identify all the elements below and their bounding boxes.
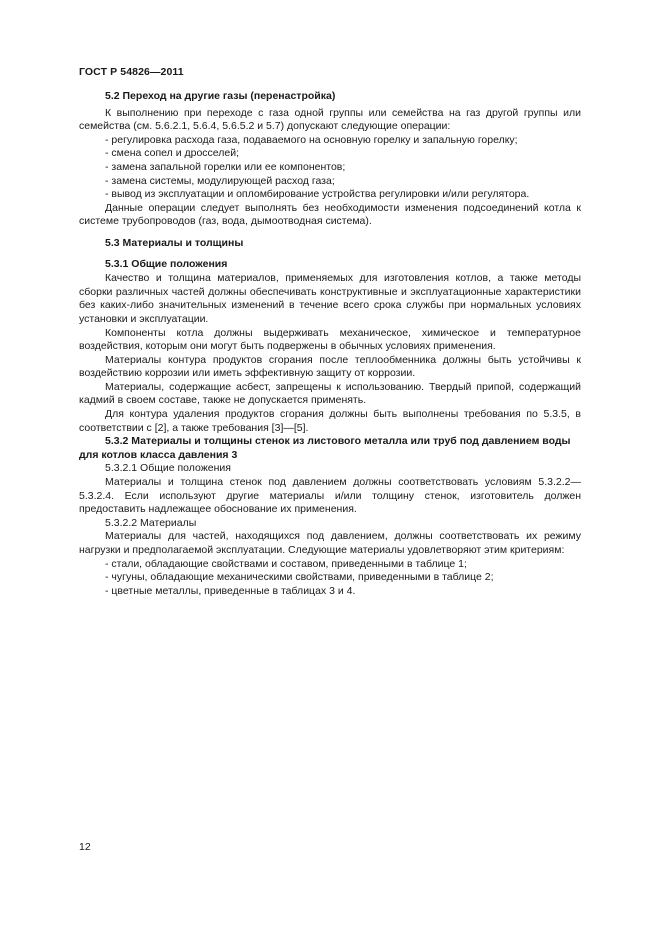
section-5-3-2-1-heading: 5.3.2.1 Общие положения <box>105 462 231 475</box>
section-5-2-heading: 5.2 Переход на другие газы (перенастройка) <box>105 90 336 102</box>
list-item: - чугуны, обладающие механическими свойствами, приведенными в таблице 2; <box>105 571 494 584</box>
list-item: - замена запальной горелки или ее компонентов; <box>105 160 346 173</box>
page-number: 12 <box>79 841 91 853</box>
paragraph: Материалы, содержащие асбест, запрещены к использованию. Твердый припой, содержащий кадмий в своем составе, также не допускается применять. <box>79 380 581 407</box>
section-5-3-1-heading: 5.3.1 Общие положения <box>105 257 228 270</box>
standard-code: ГОСТ Р 54826—2011 <box>79 66 184 78</box>
list-item: - замена системы, модулирующей расход газа; <box>105 174 335 187</box>
list-item: - стали, обладающие свойствами и составом, приведенными в таблице 1; <box>105 557 467 570</box>
paragraph: Компоненты котла должны выдерживать механическое, химическое и температурное воздействия, которым они могут быть подвержены в обычных условиях применения. <box>79 326 581 353</box>
list-item: - регулировка расхода газа, подаваемого на основную горелку и запальную горелку; <box>105 133 518 146</box>
section-5-3-2-heading: 5.3.2 Материалы и толщины стенок из листового металла или труб под давлением воды для котлов класса давления 3 <box>79 435 571 461</box>
paragraph: Материалы для частей, находящихся под давлением, должны соответствовать их режиму нагрузки и предполагаемой эксплуатации. Следующие материалы удовлетворяют этим критериям: <box>79 530 581 556</box>
document-body <box>79 90 581 598</box>
section-5-2-intro: К выполнению при переходе с газа одной группы или семейства на газ другой группы или семейства (см. 5.6.2.1, 5.6.4, 5.6.5.2 и 5.7) допускают следующие операции: <box>79 106 581 133</box>
paragraph: Материалы и толщина стенок под давлением должны соответствовать условиям 5.3.2.2—5.3.2.4. Если используют другие материалы и/или толщину стенок, изготовитель должен предоставить надлежащее обоснование их применения. <box>79 476 581 516</box>
paragraph: Материалы контура продуктов сгорания после теплообменника должны быть устойчивы к воздействию коррозии или иметь эффективную защиту от коррозии. <box>79 353 581 380</box>
list-item: - цветные металлы, приведенные в таблицах 3 и 4. <box>105 584 356 597</box>
section-5-3-heading: 5.3 Материалы и толщины <box>105 236 244 249</box>
paragraph: Для контура удаления продуктов сгорания должны быть выполнены требования по 5.3.5, в соответствии с [2], а также требования [3]—[5]. <box>79 408 581 434</box>
list-item: - вывод из эксплуатации и опломбирование устройства регулировки и/или регулятора. <box>105 188 530 201</box>
list-item: - смена сопел и дросселей; <box>105 147 240 160</box>
section-5-2-outro: Данные операции следует выполнять без необходимости изменения подсоединений котла к системе трубопроводов (газ, вода, дымоотводная система). <box>79 201 581 228</box>
paragraph: Качество и толщина материалов, применяемых для изготовления котлов, а также методы сборки различных частей должны обеспечивать конструктивные и эксплуатационные характеристики без каких-либо значительных изменений в течение всего срока службы при нормальных условиях установки и эксплуатации. <box>79 272 581 325</box>
section-5-3-2-2-heading: 5.3.2.2 Материалы <box>105 516 197 529</box>
